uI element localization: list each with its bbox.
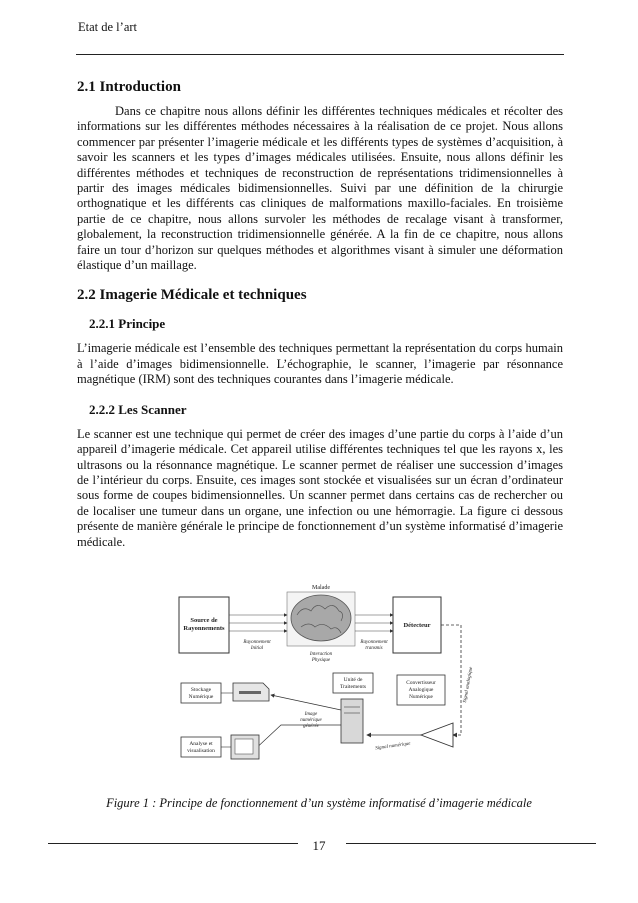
- disk-slot: [239, 691, 261, 694]
- introduction-paragraph: Dans ce chapitre nous allons définir les différentes techniques médicales et récolter des informations sur les différentes méthodes nécessaires à la réalisation de ce projet. Nous allons commencer par présenter l’imagerie médicale et les différents types de systèmes d’acquisition, à savoir les scanners et les types d’images médicales utilisées. Ensuite, nous allons définir les différentes méthodes et techniques de reconstruction de représentations tridimensionnelles à partir des images médicales bidimensionnelles. Suivi par une définition de la chirurgie orthognatique et les différents cas cliniques de malformations maxillo-faciales. En troisième partie de ce chapitre, nous allons survoler les méthodes de recalage visant à transformer, globalement, la reconstruction tridimensionnelle générée. A la fin de ce chapitre, nous allons faire un tour d’horizon sur quelques méthodes et algorithmes visant à simuler une déformation élastique d’un maillage.: [77, 104, 563, 273]
- running-header: Etat de l’art: [78, 20, 137, 34]
- interaction-label: Interaction Physique: [309, 652, 333, 663]
- header-rule: [76, 54, 564, 55]
- principe-paragraph: L’imagerie médicale est l’ensemble des techniques permettant la représentation du corps humain à l’aide d’images bidimensionnelle. L’échographie, le scanner, l’imagerie par résonnance magnétique (IRM) sont des techniques courantes dans l’imagerie médicale.: [77, 341, 563, 387]
- scanner-paragraph: Le scanner est une technique qui permet de créer des images d’une partie du corps à l’aide d’un appareil d’imagerie médicale. Cet appareil utilise différentes techniques tel que les rayons x, les ultrasons ou la résonnance magnétique. Le scanner permet de réaliser une succession d’images de l’intérieur du corps. Ensuite, ces images sont stockée et visualisées sur un écran d’ordinateur sous forme de coupes bidimensionnelles. Un scanner permet dans certains cas de rechercher ou de localiser une tumeur dans un organe, une infection ou une hémorragie. La figure ci dessous présente de manière générale le principe de fonctionnement d’un système informatisé d’imagerie médicale.: [77, 426, 563, 549]
- convertisseur-label: Convertisseur Analogique Numérique: [406, 680, 436, 700]
- signal-analog-label: Signal analogique: [462, 666, 475, 704]
- source-label: Source de Rayonnements: [183, 617, 225, 632]
- converter-triangle: [421, 723, 453, 747]
- section-heading-imaging: 2.2 Imagerie Médicale et techniques: [77, 287, 307, 304]
- imaging-system-diagram: [171, 575, 476, 780]
- unite-label: Unité de Traitements: [339, 677, 367, 690]
- page-number: 17: [312, 838, 326, 853]
- detecteur-label: Détecteur: [403, 622, 431, 629]
- stockage-box: [181, 683, 221, 703]
- section-heading-introduction: 2.1 Introduction: [77, 79, 181, 95]
- subsection-heading-principe: 2.2.1 Principe: [89, 316, 166, 332]
- storage-link-line: [271, 695, 341, 710]
- computer-tower-icon: [341, 699, 363, 743]
- signal-numerique-label: Signal numérique: [375, 741, 411, 752]
- page-content: [77, 68, 563, 550]
- figure-caption: Figure 1 : Principe de fonctionnement d’un système informatisé d’imagerie médicale: [106, 796, 532, 810]
- analyse-label: Analyse et visualisation: [187, 741, 215, 754]
- subsection-heading-scanner: 2.2.2 Les Scanner: [89, 401, 187, 417]
- analyse-box: [181, 737, 221, 757]
- stockage-label: Stockage Numérique: [188, 687, 214, 700]
- image-numerique-label: Image numérique générée: [300, 712, 322, 729]
- image-link-line: [251, 725, 341, 753]
- monitor-screen: [235, 739, 253, 754]
- ray-transmis-label: Rayonnement transmis: [360, 640, 388, 651]
- unite-box: [333, 673, 373, 693]
- malade-label: Malade: [312, 585, 330, 591]
- ray-initial-label: Rayonnement Initial: [243, 640, 271, 651]
